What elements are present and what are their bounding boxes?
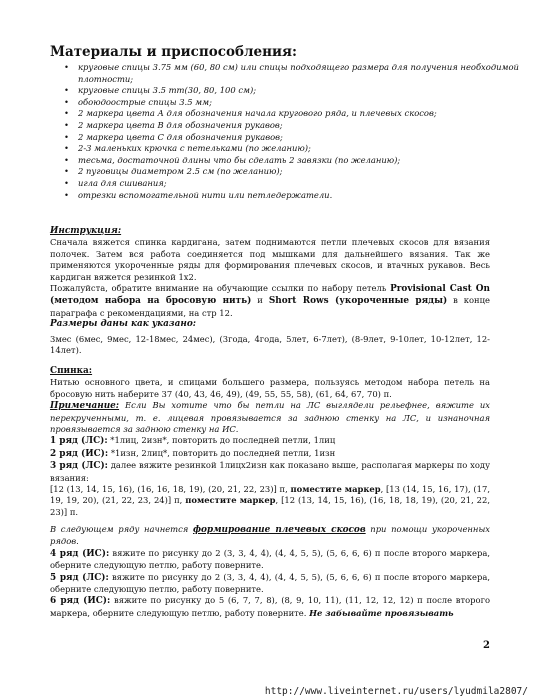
row-5 [50,572,490,596]
text-span: при помощи укороченных рядов. [50,524,490,547]
row-6-reminder: Не забывайте провязывать [309,607,454,618]
row-text: *1изн, 2лиц*, повторить до последней петли, 1изн [108,447,336,458]
row-2 [50,448,490,460]
list-item: • 2 маркера цвета А для обозначения начала кругового ряда, и плечевых скосов; [60,108,520,120]
list-item: • 2 пуговицы диаметром 2.5 см (по желанию); [60,166,520,178]
row-label: 3 ряд (ЛС): [50,461,108,472]
list-item: • 2-3 маленьких крючка с петельками (по желанию); [60,143,520,155]
back-heading: Спинка: [50,366,93,376]
back-section [50,366,490,518]
list-item: • обоюдоострые спицы 3.5 мм; [60,97,520,109]
note-label: Примечание: [50,401,120,412]
place-marker-text: поместите маркер [185,495,276,506]
text-span: и [251,295,269,306]
row-6 [50,595,490,619]
list-item: • круговые спицы 3.5 mm(30, 80, 100 см); [60,85,520,97]
list-item: • тесьма, достаточной длины что бы сделать 2 завязки (по желанию); [60,155,520,167]
text-span: , [13 (14, 15, 16, 17), (17, 19, 19, 20), (21, 22, 23, 24)] п, [50,484,490,506]
text-span: , [12 (13, 14, 15, 16), (16, 18, 18, 19), (20, 21, 22, 23)] п. [50,495,490,517]
row-text: вяжите по рисунку до 2 (3, 3, 4, 4), (4, 4, 5, 5), (5, 6, 6, 6) п после второго маркера, оберните следующую петлю, работу поверните. [50,547,491,571]
list-item: • игла для сшивания; [60,178,520,190]
sizes-text: 3мес (6мес, 9мес, 12-18мес, 24мес), (3года, 4года, 5лет, 6-7лет), (8-9лет, 9-10лет, 10-12лет, 12-14лет). [50,333,490,356]
row-text: далее вяжите резинкой 1лицх2изн как показано выше, располагая маркеры по ходу вязания: [50,460,490,483]
watermark-url[interactable]: http://www.liveinternet.ru/users/lyudmila2807/ [264,686,528,697]
back-paragraph: Нитью основного цвета, и спицами большего размера, пользуясь методом набора петель на бросовую нить наберите 37 (40, 43, 46, 49), (49, 55, 55, 58), (61, 64, 67, 70) п. [50,377,490,399]
row-label: 6 ряд (ИС): [50,596,111,607]
page-number: 2 [483,640,490,651]
row-4 [50,548,490,572]
row-1 [50,435,490,447]
materials-list [60,62,520,201]
place-marker-text: поместите маркер [290,484,381,495]
text-span: В следующем ряду начнется [50,524,193,534]
row-3 [50,460,490,484]
row-label: 4 ряд (ИС): [50,548,110,559]
instruction-section [50,226,490,356]
sizes-heading: Размеры даны как указано: [50,319,197,330]
row-label: 5 ряд (ЛС): [50,572,109,583]
list-item: • 2 маркера цвета В для обозначения рукавов; [60,120,520,132]
text-span: Пожалуйста, обратите внимание на обучающие ссылки по набору петель [50,283,391,294]
instruction-links-paragraph [50,283,490,319]
list-item: • отрезки вспомогательной нити или петледержатели. [60,190,520,202]
shoulders-section [50,524,490,619]
row-3-markers [50,484,490,518]
provisional-cast-on-link: Provisional Cast On (методом набора на бросовую нить) [50,284,490,307]
row-text: вяжите по рисунку до 2 (3, 3, 4, 4), (4, 4, 5, 5), (5, 6, 6, 6) п после второго маркера, оберните следующую петлю, работу поверните. [50,571,490,595]
shoulders-shaping-text: формирование плечевых скосов [192,525,366,535]
row-label: 2 ряд (ИС): [50,448,109,459]
row-text: *1лиц, 2изн*, повторить до последней петли, 1лиц [107,435,336,446]
text-span: [12 (13, 14, 15, 16), (16, 16, 18, 19), (20, 21, 22, 23)] п, [50,484,291,495]
list-item: • круговые спицы 3.75 мм (60, 80 см) или спицы подходящего размера для получения необходимой плотности; [60,62,520,85]
instruction-paragraph: Сначала вяжется спинка кардигана, затем поднимаются петли плечевых скосов для вязания полочек. Затем вся работа соединяется под мышками для дальнейшего вязания. Так же применяются укороченные ряды для формирования плечевых скосов, и втачных рукавов. Весь кардиган вяжется резинкой 1х2. [50,237,490,282]
instruction-heading: Инструкция: [50,226,122,236]
row-label: 1 ряд (ЛС): [50,436,108,447]
text-span: в конце параграфа с рекомендациями, на стр 12. [50,295,490,318]
row-text: вяжите по рисунку до 5 (6, 7, 7, 8), (8, 9, 10, 11), (11, 12, 12, 12) п после второго маркера, оберните следующую петлю, работу поверните. [50,595,491,618]
short-rows-link: Short Rows (укороченные ряды) [268,296,448,307]
materials-heading: Материалы и приспособления: [50,44,297,60]
note-paragraph [50,400,490,435]
note-text: Если Вы хотите что бы петли на ЛС выглядели рельефнее, вяжите их перекрученными, т. е. лицевая провязывается за заднюю стенку на ЛС, и изнаночная провязывается за заднюю стенку на ИС. [50,400,490,435]
list-item: • 2 маркера цвета С для обозначения рукавов; [60,132,520,144]
shoulders-intro [50,524,490,548]
